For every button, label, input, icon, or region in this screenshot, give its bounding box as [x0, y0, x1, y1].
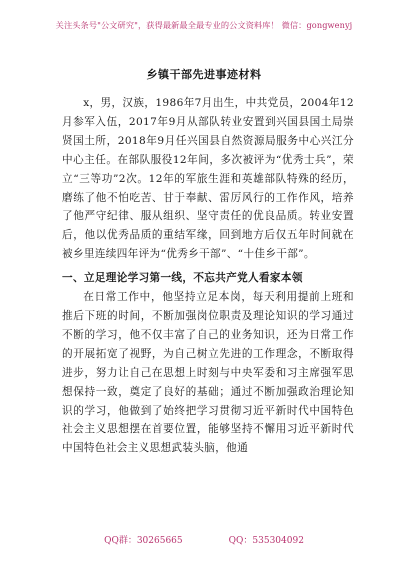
document-body	[62, 94, 354, 458]
section-heading: 一、立足理论学习第一线，不忘共产党人看家本领	[62, 272, 303, 285]
document-title: 乡镇干部先进事迹材料	[146, 68, 262, 81]
footer-qq-number: QQ：535304092	[228, 536, 304, 546]
intro-paragraph: x，男，汉族，1986年7月出生，中共党员，2004年12月参军入伍，2017年9月从部队转业安置到兴国县国土局崇贤国土所，2018年9月任兴国县自然资源局服务中心兴江分中心主任。在部队服役12年间，多次被评为“优秀士兵”，荣立“三等功”2次。12年的军旅生涯和英雄部队特殊的经历，磨练了他不怕吃苦、甘于奉献、雷厉风行的工作作风，培养了他严守纪律、服从组织、坚守责任的优良品质。转业安置后，他以优秀品质的重结军缘，回到地方后仅五年时间就在被乡里连续四年评为“优秀乡干部”、“十佳乡干部”。	[62, 97, 354, 261]
section-paragraph: 在日常工作中，他坚持立足本岗，每天利用提前上班和推后下班的时间，不断加强岗位职责及理论知识的学习通过不断的学习，他不仅丰富了自己的业务知识，还为日常工作的开展拓宽了视野，为自己树立先进的工作理念，不断取得进步，努力让自己在思想上时刻与中央军委和习主席强军思想保持一致，奠定了良好的基础；通过不断加强政治理论知识的学习，他做到了始终把学习贯彻习近平新时代中国特色社会主义思想摆在首要位置，能够坚持不懈用习近平新时代中国特色社会主义思想武装头脑，他通	[62, 291, 354, 455]
footer-contact	[0, 533, 408, 546]
header-promo-note: 关注头条号"公文研究"，获得最新最全最专业的公文资料库！ 微信：gongwenyj	[55, 20, 353, 30]
footer-qq-group: QQ群：30265665	[104, 536, 183, 546]
